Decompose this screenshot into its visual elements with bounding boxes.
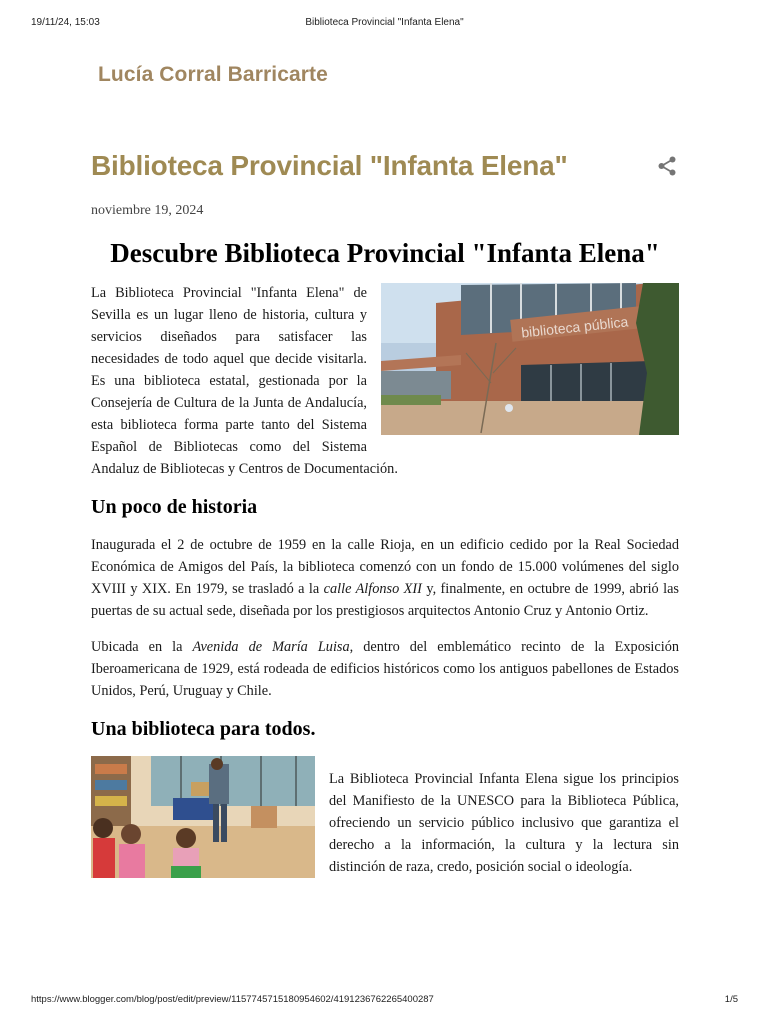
share-icon[interactable]	[656, 155, 678, 177]
print-footer	[31, 994, 738, 1008]
library-building-image	[381, 283, 679, 435]
print-url: https://www.blogger.com/blog/post/edit/preview/1157745715180954602/4191236762265400287	[31, 994, 434, 1005]
history-paragraph-1: Inaugurada el 2 de octubre de 1959 en la calle Rioja, en un edificio cedido por la Real Sociedad Económica de Amigos del País, la biblioteca comenzó con un fondo de 15.000 volúmenes del siglo XVIII y XIX. En 1979, se trasladó a la calle Alfonso XII y, finalmente, en octubre de 1999, abrió las puertas de su actual sede, diseñada por los prestigiosos arquitectos Antonio Cruz y Antonio Ortiz.	[91, 537, 679, 619]
intro-section	[91, 282, 679, 480]
history-heading: Un poco de historia	[91, 496, 258, 518]
post-body	[91, 238, 679, 882]
todos-heading: Una biblioteca para todos.	[91, 718, 316, 740]
blog-name-link[interactable]: Lucía Corral Barricarte	[98, 63, 328, 86]
image-sign-text: biblioteca pública	[520, 313, 629, 341]
print-date: 19/11/24, 15:03	[31, 17, 100, 28]
page-number: 1/5	[724, 994, 738, 1005]
history-paragraph-2: Ubicada en la Avenida de María Luisa, dentro del emblemático recinto de la Exposición Iberoamericana de 1929, está rodeada de edificios históricos como los antiguos pabellones de Estados Unidos, Perú, Uruguay y Chile.	[91, 639, 680, 699]
avenue-name-emphasis: Avenida de María Luisa	[192, 639, 350, 655]
intro-paragraph: La Biblioteca Provincial "Infanta Elena" de Sevilla es un lugar lleno de historia, cultura y servicios diseñados para satisfacer las necesidades de todo aquel que decide visitarla. Es una biblioteca estatal, gestionada por la Consejería de Cultura de la Junta de Andalucía, esta biblioteca forma parte tanto del Sistema Español de Bibliotecas como del Sistema Andaluz de Bibliotecas y Centros de Documentación.	[91, 285, 398, 477]
post-main-heading: Descubre Biblioteca Provincial "Infanta Elena"	[110, 238, 660, 268]
print-header	[31, 17, 738, 31]
post-title: Biblioteca Provincial "Infanta Elena"	[91, 150, 568, 181]
post-date: noviembre 19, 2024	[91, 203, 204, 218]
children-reading-image	[91, 756, 315, 878]
street-name-emphasis: calle Alfonso XII	[323, 581, 422, 597]
print-title: Biblioteca Provincial "Infanta Elena"	[305, 17, 464, 28]
todos-section	[91, 756, 679, 882]
todos-paragraph: La Biblioteca Provincial Infanta Elena sigue los principios del Manifiesto de la UNESCO para la Biblioteca Pública, ofreciendo un servicio público inclusivo que garantiza el derecho a la información, la cultura y la lectura sin distinción de raza, credo, posición social o ideología.	[329, 771, 679, 875]
